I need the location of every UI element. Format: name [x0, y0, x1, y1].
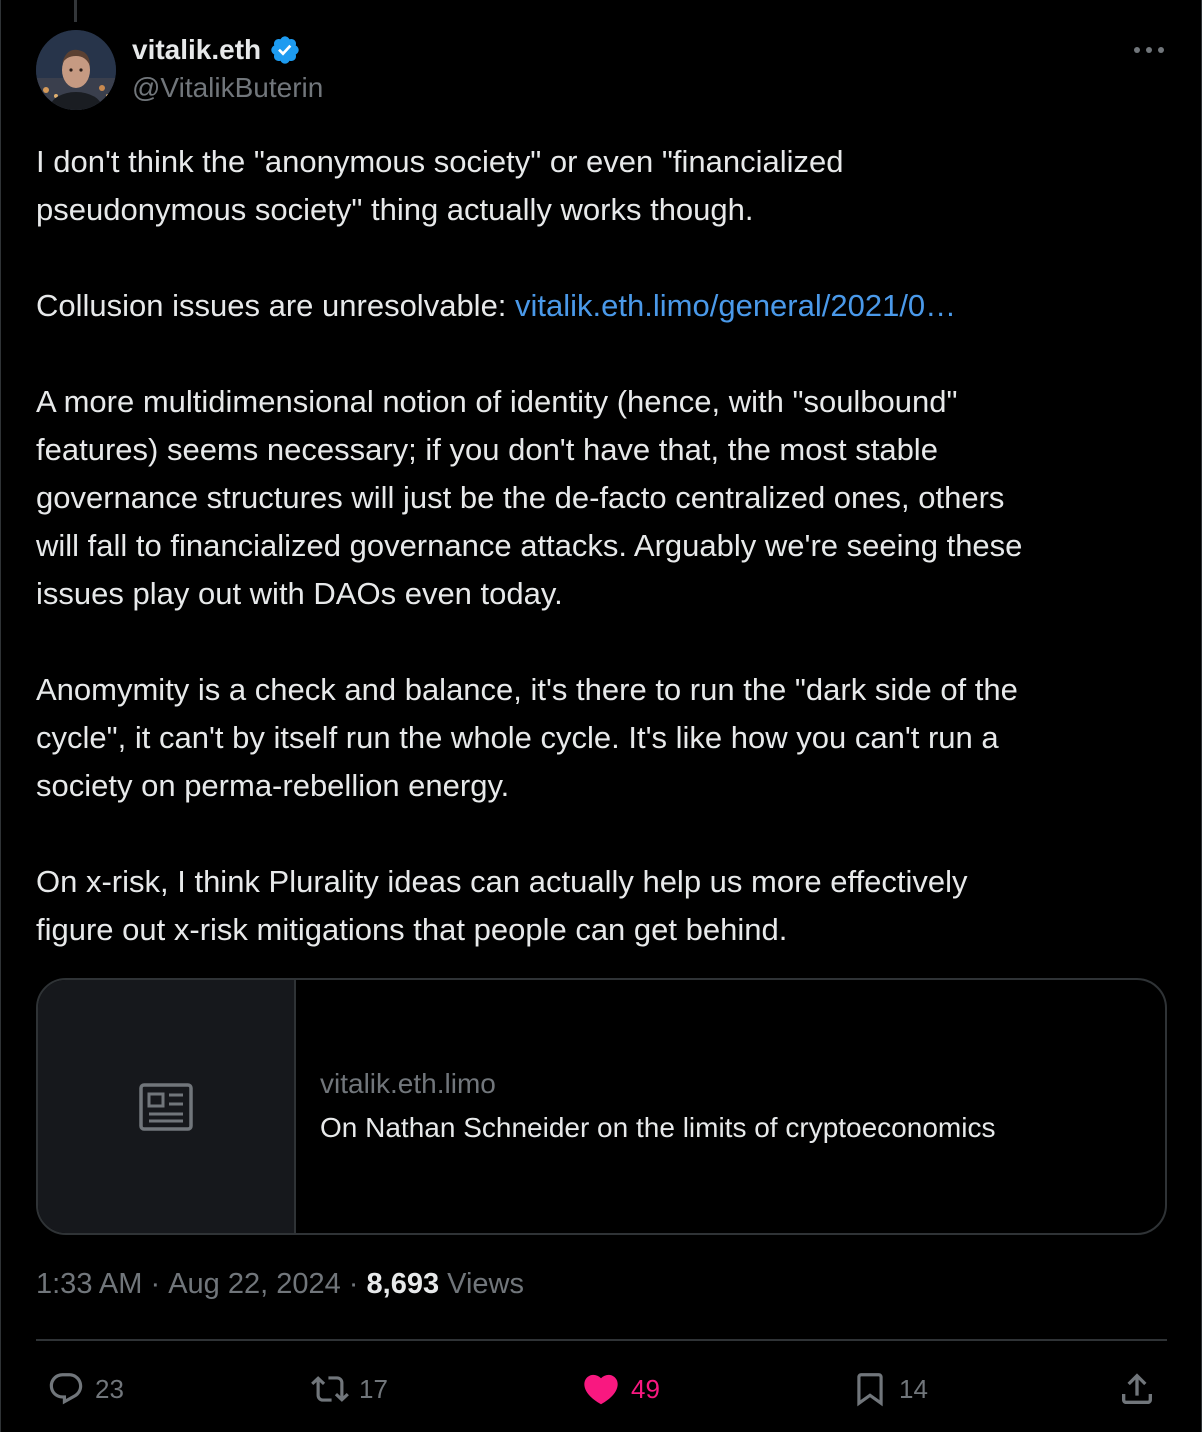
verified-badge-icon	[269, 34, 301, 66]
tweet-paragraph: On x-risk, I think Plurality ideas can actually help us more effectively figure out x-risk mitigations that people can get behind.	[36, 864, 968, 947]
tweet-text	[36, 138, 1176, 954]
repost-icon	[311, 1370, 349, 1408]
share-button[interactable]	[1117, 1366, 1157, 1412]
reply-button[interactable]	[47, 1366, 124, 1412]
heart-icon	[581, 1369, 621, 1409]
bookmark-icon	[851, 1370, 889, 1408]
views-count: 8,693	[366, 1268, 440, 1300]
author-handle[interactable]: @VitalikButerin	[132, 72, 324, 103]
views-label: Views	[439, 1268, 524, 1300]
meta-separator: ·	[142, 1268, 169, 1300]
display-name[interactable]: vitalik.eth	[132, 34, 262, 65]
repost-count: 17	[359, 1373, 388, 1404]
divider	[36, 1339, 1167, 1341]
meta-separator: ·	[340, 1268, 367, 1300]
post-date[interactable]: Aug 22, 2024	[168, 1268, 341, 1300]
tweet-paragraph: I don't think the "anonymous society" or even "financialized pseudonymous society" thing actually works though.	[36, 144, 844, 227]
more-options-button[interactable]	[1131, 36, 1167, 64]
card-thumbnail	[38, 980, 296, 1233]
repost-button[interactable]	[311, 1366, 388, 1412]
tweet-paragraph: Anomymity is a check and balance, it's there to run the "dark side of the cycle", it can't by itself run the whole cycle. It's like how you can't run a society on perma-rebellion energy.	[36, 672, 1018, 803]
thread-connector-line	[74, 0, 77, 22]
like-count: 49	[631, 1373, 660, 1404]
bookmark-button[interactable]	[851, 1366, 928, 1412]
collusion-link[interactable]: vitalik.eth.limo/general/2021/0…	[515, 288, 957, 323]
tweet-paragraph: A more multidimensional notion of identity (hence, with "soulbound" features) seems necessary; if you don't have that, the most stable governance structures will just be the de-facto centralized ones, others will fall to financialized governance attacks. Arguably we're seeing these issues play out with DAOs even today.	[36, 384, 1023, 611]
more-icon	[1133, 46, 1165, 54]
author-name-row[interactable]	[132, 32, 301, 68]
like-button[interactable]	[581, 1366, 660, 1412]
newspaper-icon	[139, 1083, 193, 1131]
share-icon	[1117, 1369, 1157, 1409]
tweet-meta	[36, 1268, 524, 1301]
reply-icon	[47, 1370, 85, 1408]
card-title: On Nathan Schneider on the limits of cryptoeconomics	[320, 1111, 996, 1143]
card-domain: vitalik.eth.limo	[320, 1067, 496, 1099]
tweet-paragraph-collusion	[36, 282, 1176, 330]
link-preview-card[interactable]	[36, 978, 1167, 1235]
avatar[interactable]	[36, 30, 116, 110]
reply-count: 23	[95, 1373, 124, 1404]
post-time[interactable]: 1:33 AM	[36, 1268, 143, 1300]
bookmark-count: 14	[899, 1373, 928, 1404]
card-text	[296, 980, 995, 1233]
collusion-text: Collusion issues are unresolvable:	[36, 288, 516, 323]
